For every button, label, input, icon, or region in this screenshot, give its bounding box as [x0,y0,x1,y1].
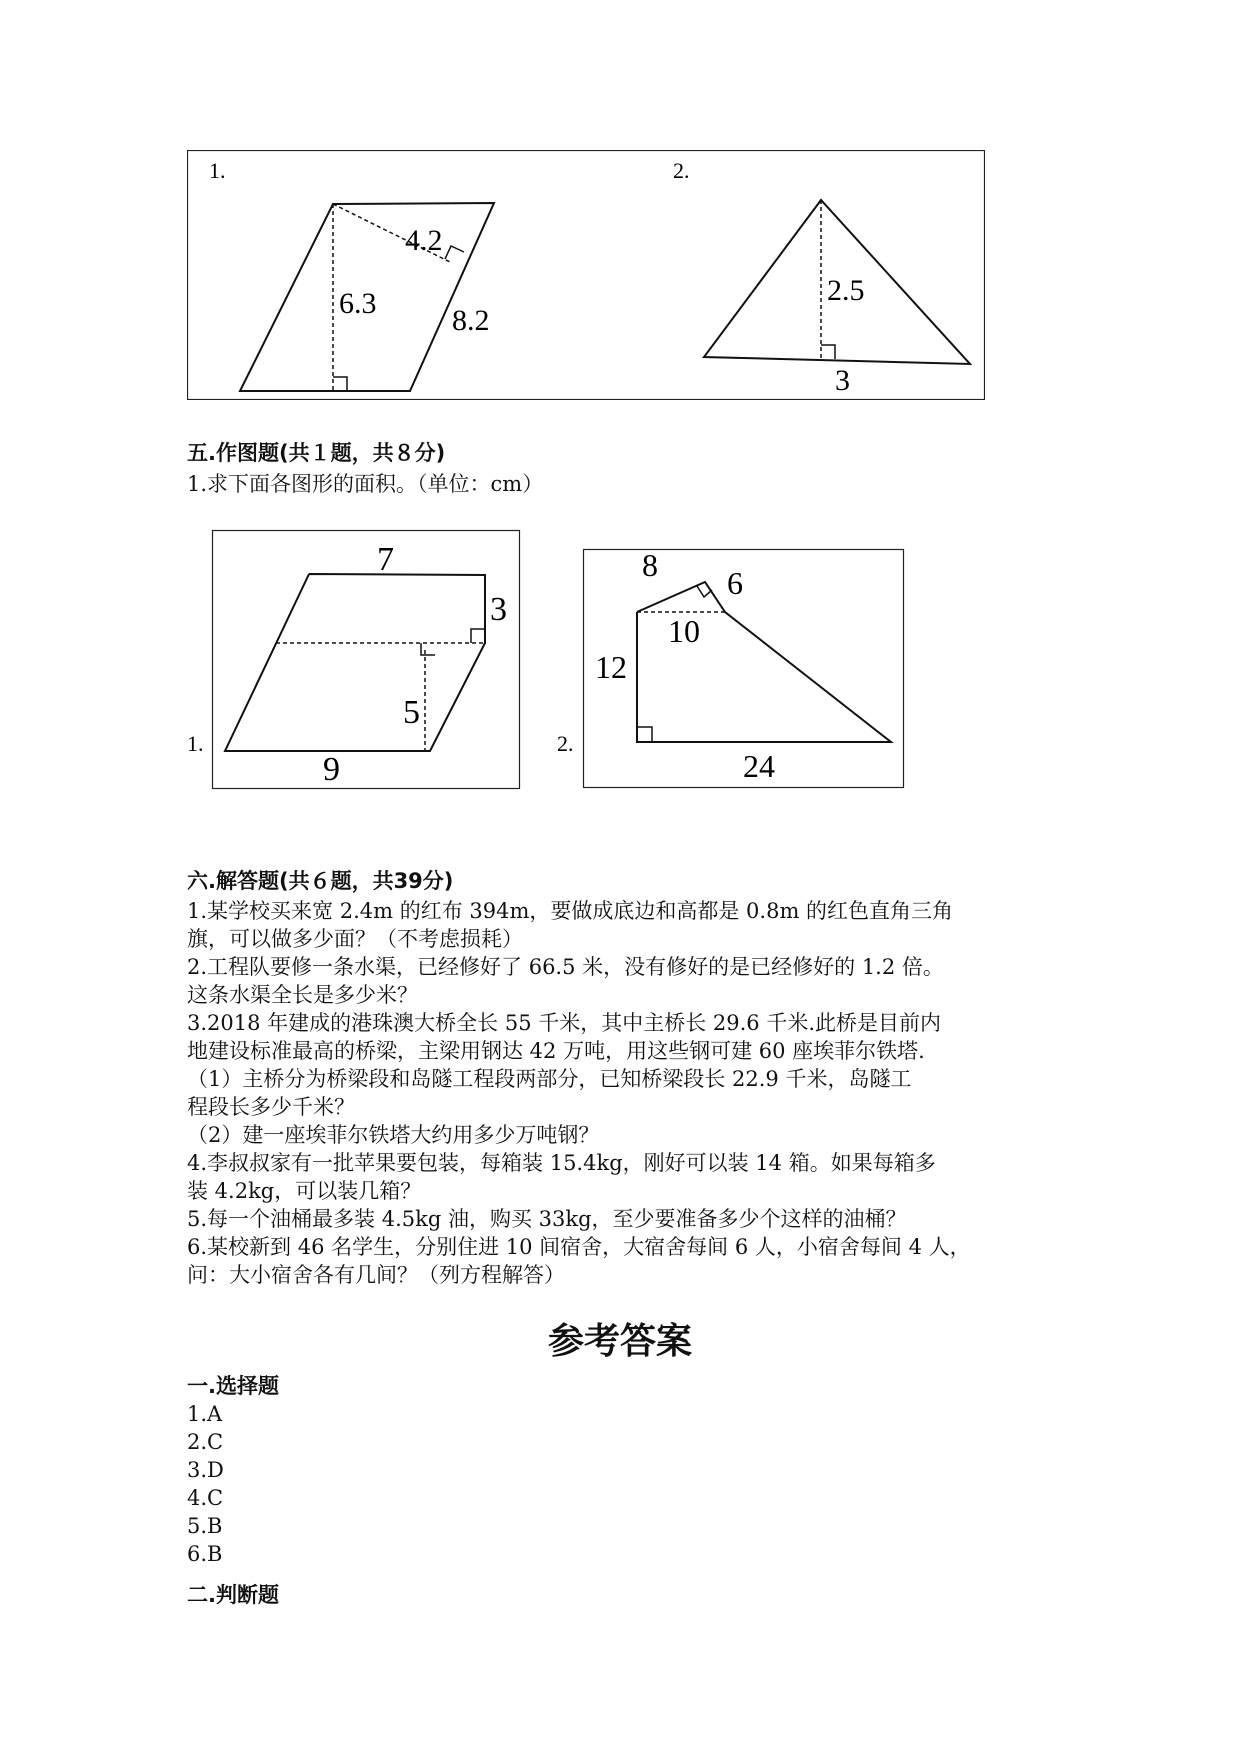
question-line: 装 4.2kg，可以装几箱？ [187,1179,422,1203]
question-line: 程段长多少千米？ [187,1095,355,1119]
answer-item: 3.D [187,1458,224,1482]
top-figure-panel [187,150,985,400]
answers-title: 参考答案 [547,1321,692,1362]
parallelogram-height-label: 6.3 [339,287,377,320]
section5-question-1: 1.求下面各图形的面积。（单位：cm） [187,472,544,496]
section5-heading: 五.作图题(共１题，共８分) [187,441,446,465]
parallelogram-side-label: 8.2 [452,304,490,337]
figure-2-outline [637,582,891,742]
figure-1-top-label: 7 [377,541,394,578]
figure-2-slant1-label: 8 [642,547,658,583]
question-line: 2.工程队要修一条水渠，已经修好了 66.5 米，没有修好的是已经修好的 1.2 倍。 [187,955,944,979]
answers-section1-heading: 一.选择题 [187,1374,279,1398]
answer-item: 1.A [187,1402,223,1426]
parallelogram-slant-height-label: 4.2 [405,224,443,257]
right-angle-mark [821,345,835,359]
triangle-height-label: 2.5 [827,274,865,307]
question-line: 4.李叔叔家有一批苹果要包装，每箱装 15.4kg，刚好可以装 14 箱。如果每箱多 [187,1151,936,1175]
section6-body [187,897,971,1289]
right-angle-mark [471,629,485,643]
right-angle-mark [333,377,347,391]
answer-item: 4.C [187,1486,224,1510]
figure-label-1: 1. [187,731,204,756]
answer-item: 2.C [187,1430,224,1454]
figure-1-right-label: 3 [490,591,507,628]
answers-section2-heading: 二.判断题 [187,1583,279,1607]
section6-heading: 六.解答题(共６题，共39分) [187,869,454,893]
question-line: 5.每一个油桶最多装 4.5kg 油，购买 33kg，至少要准备多少个这样的油桶？ [187,1207,907,1231]
mid-figure-svg [185,525,905,790]
figure-1-outline [225,574,485,751]
figure-1-frame [213,531,520,789]
figure-1-height-label: 5 [403,694,420,731]
figure-2-left-label: 12 [595,649,627,685]
right-angle-mark [421,643,435,655]
figure-2-slant2-label: 6 [727,565,743,601]
answers-list [187,1400,224,1568]
figure-label-1: 1. [209,158,226,183]
question-line: 问：大小宿舍各有几间？（列方程解答） [187,1263,565,1287]
question-line: 6.某校新到 46 名学生，分别住进 10 间宿舍，大宿舍每间 6 人，小宿舍每间 4 人， [187,1235,971,1259]
figure-2-mid-label: 10 [668,613,700,649]
top-figure-svg [187,150,985,400]
triangle-base-label: 3 [835,364,850,397]
question-line: 地建设标准最高的桥梁，主梁用钢达 42 万吨，用这些钢可建 60 座埃菲尔铁塔. [187,1039,925,1063]
right-angle-mark [445,246,464,259]
figure-label-2: 2. [557,731,574,756]
answer-item: 5.B [187,1514,223,1538]
figure-label-2: 2. [673,158,690,183]
question-line: （1）主桥分为桥梁段和岛隧工程段两部分，已知桥梁段长 22.9 千米，岛隧工 [187,1067,912,1091]
right-angle-mark [637,727,652,742]
question-line: 旗，可以做多少面？（不考虑损耗） [187,927,523,951]
question-line: 3.2018 年建成的港珠澳大桥全长 55 千米，其中主桥长 29.6 千米.此桥是目前内 [187,1011,942,1035]
question-line: 这条水渠全长是多少米？ [187,983,418,1007]
figure-2-bottom-label: 24 [743,748,775,784]
mid-figure-panel [185,525,905,790]
answer-item: 6.B [187,1542,223,1566]
figure-1-bottom-label: 9 [323,751,340,788]
question-line: 1.某学校买来宽 2.4m 的红布 394m，要做成底边和高都是 0.8m 的红色直角三角 [187,899,954,923]
question-line: （2）建一座埃菲尔铁塔大约用多少万吨钢？ [187,1123,600,1147]
